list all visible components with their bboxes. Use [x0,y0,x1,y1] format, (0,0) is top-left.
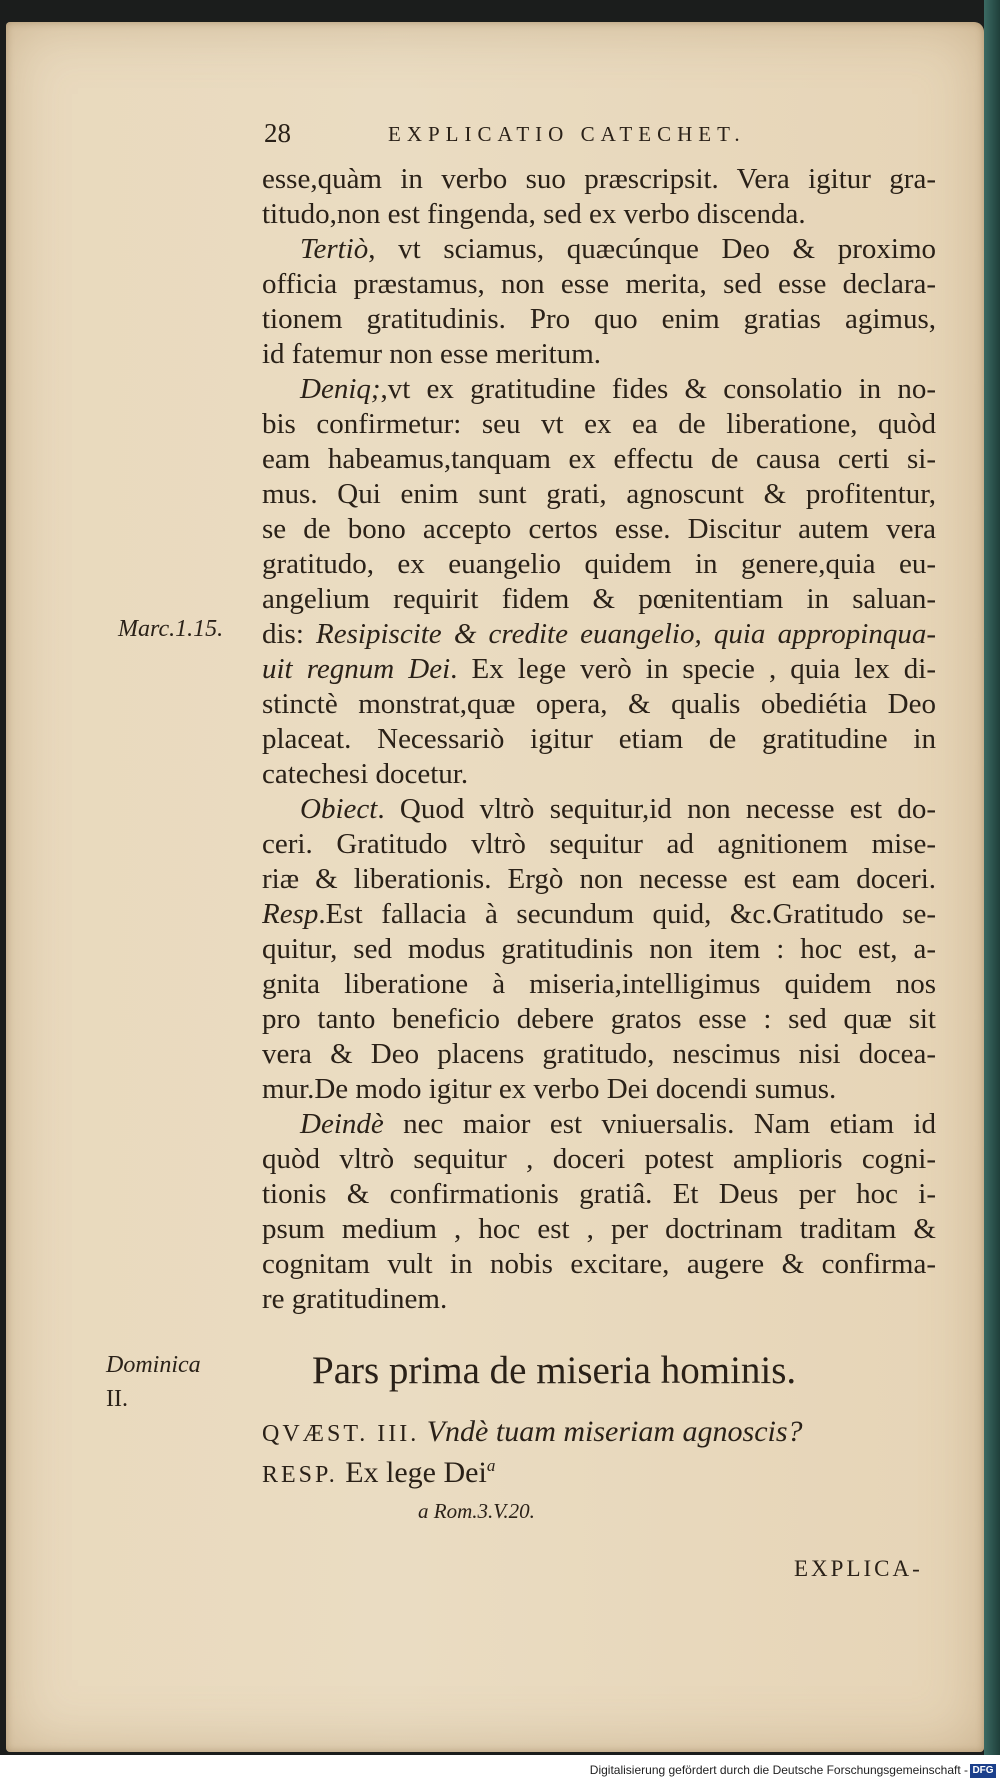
text-line [262,232,936,267]
text-line [262,1282,936,1317]
section-title: Pars prima de miseria hominis. [312,1349,797,1392]
text-line [262,372,936,407]
text-line [262,1107,936,1142]
text-segment: vera & Deo placens gratitudo, nescimus nisi docea- [262,1038,936,1070]
text-segment: re gratitudinem. [262,1283,448,1315]
running-head: EXPLICATIO CATECHET. [388,122,746,146]
text-line [262,1072,936,1107]
page-number: 28 [264,118,291,148]
question-label: QVÆST. III. [262,1421,420,1447]
text-line [262,1142,936,1177]
margin-note-dominica: Dominica [106,1352,201,1378]
text-segment: quòd vltrò sequitur , doceri potest amplioris cogni- [262,1143,936,1175]
text-segment: . Quod vltrò sequitur,id non necesse est do- [377,793,936,825]
page-header [264,118,824,154]
margin-note-dominica-number: II. [106,1386,128,1412]
text-segment: tionem gratitudinis. Pro quo enim gratias agimus, [262,303,936,335]
text-line [262,617,936,652]
text-segment: esse,quàm in verbo suo præscripsit. Vera igitur gra- [262,163,936,195]
text-segment: officia præstamus, non esse merita, sed esse declara- [262,268,936,300]
text-segment: .Est fallacia à secundum quid, &c.Gratitudo se- [318,898,936,930]
dfg-logo: DFG [970,1764,996,1778]
text-segment: gratitudo, ex euangelio quidem in genere,quia eu- [262,548,936,580]
text-line [262,827,936,862]
text-segment: nec maior est vniuersalis. Nam etiam id [383,1108,936,1140]
text-line [262,722,936,757]
question [262,1415,803,1449]
book-page [6,22,984,1752]
text-line [262,1177,936,1212]
italic-text: Tertiò [300,233,369,265]
text-line [262,197,936,232]
text-line [262,687,936,722]
credit-bar [0,1755,1000,1783]
text-segment: bis confirmetur: seu vt ex ea de liberatione, quòd [262,408,936,440]
text-segment: placeat. Necessariò igitur etiam de gratitudine in [262,723,936,755]
text-line [262,897,936,932]
text-line [262,1037,936,1072]
text-segment: ceri. Gratitudo vltrò sequitur ad agnitionem mise- [262,828,936,860]
italic-text: Obiect [300,793,378,825]
text-line [262,582,936,617]
italic-text: Deindè [300,1108,384,1140]
text-segment: catechesi docetur. [262,758,469,790]
italic-text: Deniq; [300,373,381,405]
catchword: EXPLICA- [794,1556,923,1581]
text-segment: cognitam vult in nobis excitare, augere & confirma- [262,1248,936,1280]
text-line [262,547,936,582]
text-line [262,407,936,442]
text-segment: ,vt ex gratitudine fides & consolatio in no- [380,373,936,405]
text-line [262,267,936,302]
answer-footnote-marker: a [486,1456,496,1475]
text-segment: angelium requirit fidem & pœnitentiam in saluan- [262,583,936,615]
scan-background-strip [984,0,1000,1783]
text-segment: eam habeamus,tanquam ex effectu de causa certi si- [262,443,936,475]
text-line [262,932,936,967]
text-segment: titudo,non est fingenda, sed ex verbo discenda. [262,198,806,230]
text-line [262,302,936,337]
text-line [262,792,936,827]
body-text [262,162,936,1317]
credit-text: Digitalisierung gefördert durch die Deutsche Forschungsgemeinschaft - [589,1763,968,1777]
text-line [262,967,936,1002]
text-segment: , vt sciamus, quæcúnque Deo & proximo [368,233,936,265]
text-segment: tionis & confirmationis gratiâ. Et Deus per hoc i- [262,1178,936,1210]
text-line [262,477,936,512]
text-line [262,1002,936,1037]
text-segment: riæ & liberationis. Ergò non necesse est eam doceri. [262,863,936,895]
italic-text: Resp [262,898,319,930]
text-line [262,757,936,792]
text-segment: gnita liberatione à miseria,intelligimus quidem nos [262,968,936,1000]
text-segment: dis: [262,618,317,650]
text-segment: quitur, sed modus gratitudinis non item : hoc est, a- [262,933,936,965]
answer [262,1456,495,1490]
margin-note-marc: Marc.1.15. [118,616,224,642]
text-line [262,512,936,547]
text-line [262,162,936,197]
text-segment: . Ex lege verò in specie , quia lex di- [450,653,936,685]
text-line [262,442,936,477]
text-segment: mur.De modo igitur ex verbo Dei docendi sumus. [262,1073,837,1105]
text-segment: mus. Qui enim sunt grati, agnoscunt & profitentur, [262,478,936,510]
answer-text: Ex lege Dei [345,1456,487,1489]
text-segment: se de bono accepto certos esse. Discitur autem vera [262,513,936,545]
text-line [262,862,936,897]
text-line [262,337,936,372]
italic-text: Resipiscite & credite euangelio, quia appropinqua- [316,618,936,650]
text-segment: stinctè monstrat,quæ opera, & qualis obediétia Deo [262,688,936,720]
text-segment: id fatemur non esse meritum. [262,338,602,370]
answer-label: RESP. [262,1462,338,1488]
text-segment: pro tanto beneficio debere gratos esse : sed quæ sit [262,1003,936,1035]
text-line [262,1247,936,1282]
italic-text: uit regnum Dei [262,653,451,685]
text-segment: psum medium , hoc est , per doctrinam traditam & [262,1213,936,1245]
footnote: a Rom.3.V.20. [418,1499,535,1523]
text-line [262,652,936,687]
text-line [262,1212,936,1247]
question-text: Vndè tuam miseriam agnoscis? [426,1415,803,1448]
